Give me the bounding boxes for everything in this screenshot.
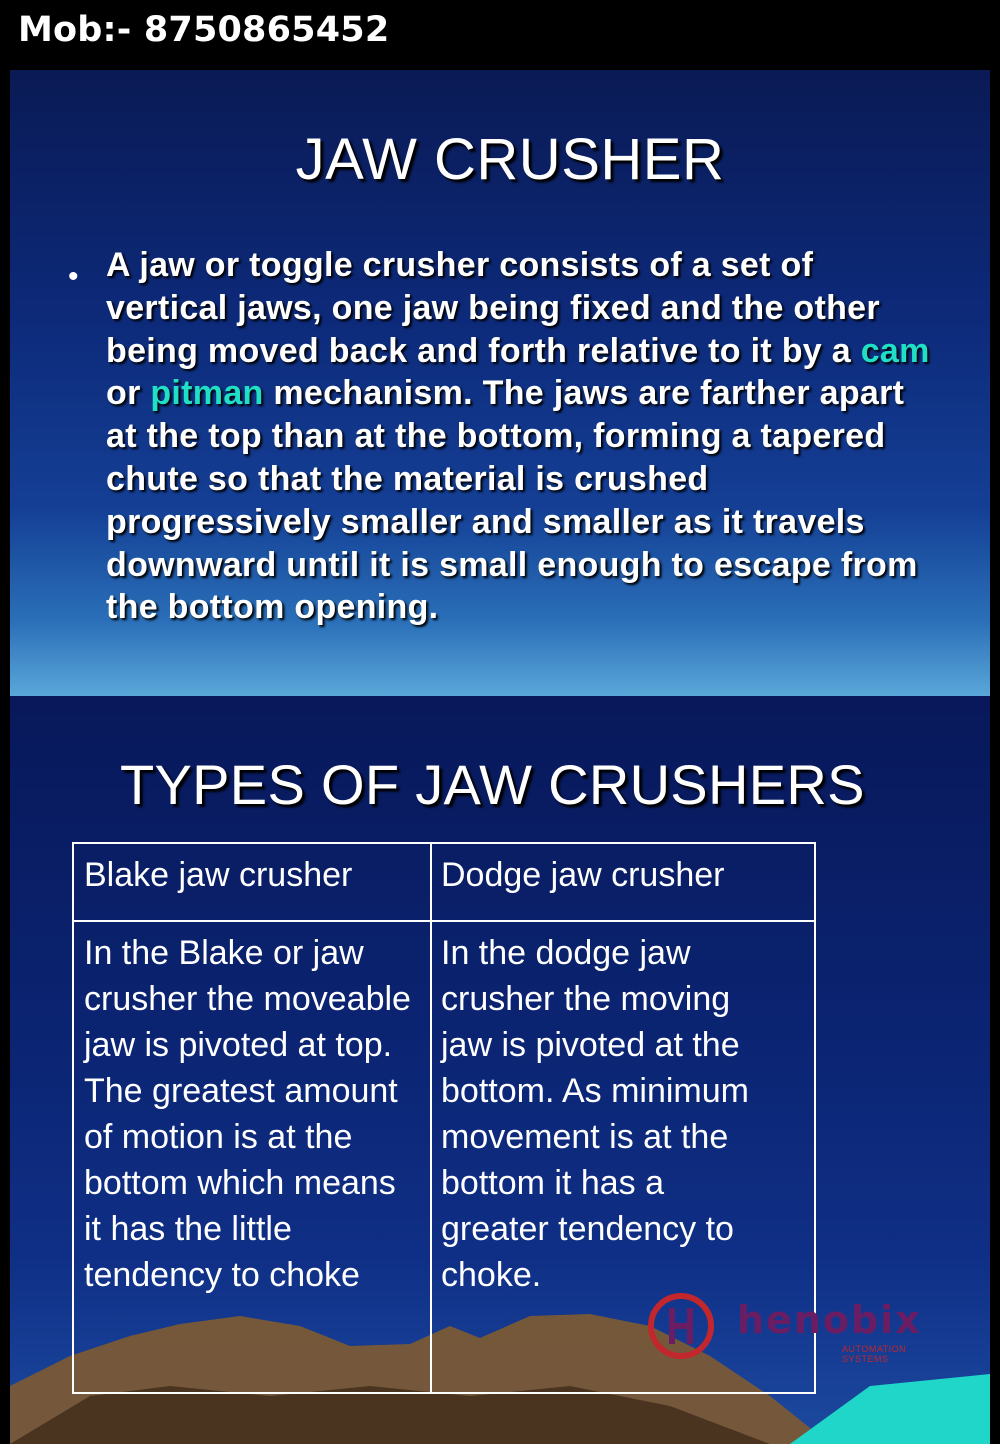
henobix-logo bbox=[645, 1290, 950, 1362]
slide-title: TYPES OF JAW CRUSHERS bbox=[120, 753, 865, 816]
highlight-pitman: pitman bbox=[150, 374, 264, 413]
bullet-text-part: or bbox=[106, 374, 151, 413]
logo-tagline: AUTOMATION SYSTEMS bbox=[842, 1344, 907, 1364]
table-column-divider bbox=[430, 844, 432, 1392]
bullet-text-part: A jaw or toggle crusher consists of a set of vertical jaws, one jaw being fixed and the other being moved back and forth relative to it by a bbox=[106, 246, 880, 370]
header-blake: Blake jaw crusher bbox=[84, 856, 353, 894]
logo-emblem-icon bbox=[645, 1290, 725, 1362]
bullet-icon: • bbox=[68, 260, 79, 293]
mobile-number: Mob:- 8750865452 bbox=[18, 10, 390, 50]
cell-dodge-description: In the dodge jaw crusher the moving jaw is pivoted at the bottom. As minimum movement is at the bottom it has a greater tendency to choke. bbox=[441, 934, 749, 1294]
cell-blake-description: In the Blake or jaw crusher the moveable jaw is pivoted at top. The greatest amount of motion is at the bottom which means it has the little tendency to choke bbox=[84, 934, 411, 1294]
highlight-cam: cam bbox=[860, 331, 930, 370]
slide-title: JAW CRUSHER bbox=[295, 127, 725, 192]
bullet-paragraph bbox=[106, 244, 941, 629]
table-row-divider bbox=[74, 920, 814, 922]
header-dodge: Dodge jaw crusher bbox=[441, 856, 725, 894]
top-bar bbox=[0, 0, 1000, 64]
logo-wordmark: henobix bbox=[737, 1298, 922, 1342]
bullet-text-part: mechanism. The jaws are farther apart at the top than at the bottom, forming a tapered chute so that the material is crushed progressively smaller and smaller as it travels downward until it is small enough to escape from the bottom opening. bbox=[106, 374, 918, 627]
slide-jaw-crusher bbox=[10, 70, 990, 696]
